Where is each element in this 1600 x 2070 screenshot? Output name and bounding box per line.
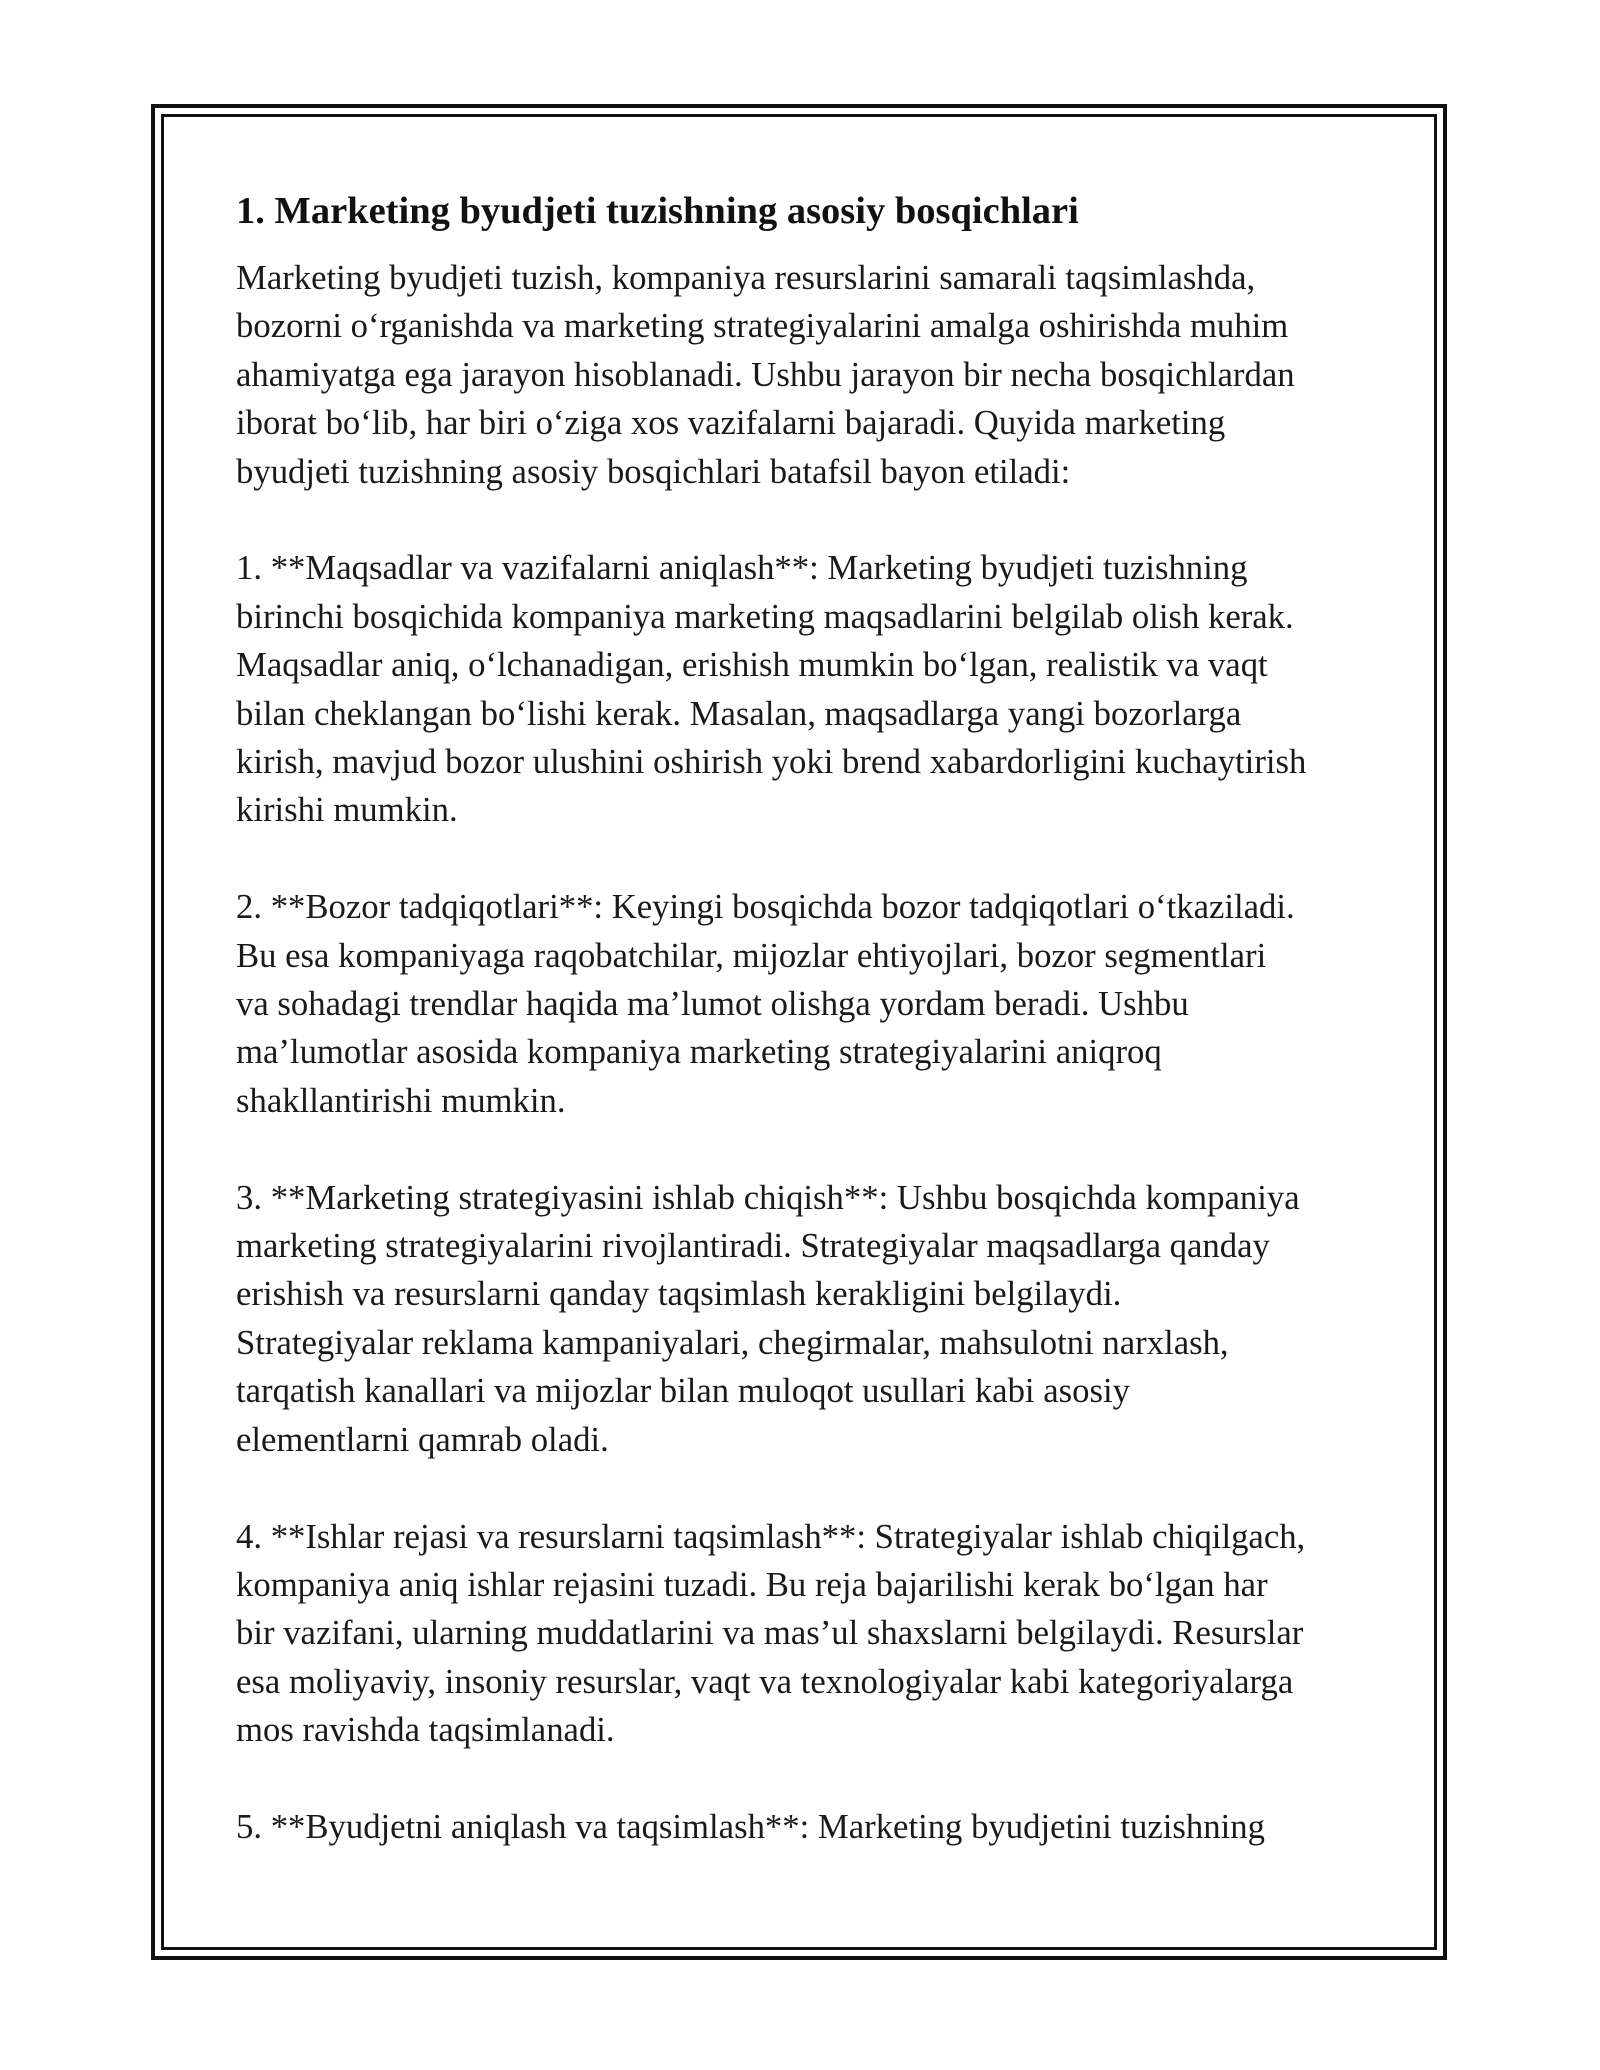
step-2-paragraph: 2. **Bozor tadqiqotlari**: Keyingi bosqichda bozor tadqiqotlari o‘tkaziladi. Bu esa kompaniyaga raqobatchilar, mijozlar ehtiyojlari, bozor segmentlari va sohadagi trendlar haqida ma’lumot olishga yordam beradi. Ushbu ma’lumotlar asosida kompaniya marketing strategiyalarini aniqroq shakllantirishi mumkin. [236, 887, 1295, 1120]
section-heading: 1. Marketing byudjeti tuzishning asosiy bosqichlari [236, 190, 1079, 232]
step-3-paragraph: 3. **Marketing strategiyasini ishlab chiqish**: Ushbu bosqichda kompaniya marketing strategiyalarini rivojlantiradi. Strategiyalar maqsadlarga qanday erishish va resurslarni qanday taqsimlash kerakligini belgilaydi. Strategiyalar reklama kampaniyalari, chegirmalar, mahsulotni narxlash, tarqatish kanallari va mijozlar bilan muloqot usullari kabi asosiy elementlarni qamrab oladi. [236, 1177, 1300, 1459]
step-5-paragraph: 5. **Byudjetni aniqlash va taqsimlash**: Marketing byudjetini tuzishning [236, 1806, 1265, 1846]
document-body [236, 186, 1386, 1900]
step-4-paragraph: 4. **Ishlar rejasi va resurslarni taqsimlash**: Strategiyalar ishlab chiqilgach, kompaniya aniq ishlar rejasini tuzadi. Bu reja bajarilishi kerak bo‘lgan har bir vazifani, ularning muddatlarini va mas’ul shaxslarni belgilaydi. Resurslar esa moliyaviy, insoniy resurslar, vaqt va texnologiyalar kabi kategoriyalarga mos ravishda taqsimlanadi. [236, 1516, 1306, 1750]
intro-paragraph: Marketing byudjeti tuzish, kompaniya resurslarini samarali taqsimlashda, bozorni o‘rganishda va marketing strategiyalarini amalga oshirishda muhim ahamiyatga ega jarayon hisoblanadi. Ushbu jarayon bir necha bosqichlardan iborat bo‘lib, har biri o‘ziga xos vazifalarni bajaradi. Quyida marketing byudjeti tuzishning asosiy bosqichlari batafsil bayon etiladi: [236, 258, 1295, 491]
step-1-paragraph: 1. **Maqsadlar va vazifalarni aniqlash**: Marketing byudjeti tuzishning birinchi bosqichida kompaniya marketing maqsadlarini belgilab olish kerak. Maqsadlar aniq, o‘lchanadigan, erishish mumkin bo‘lgan, realistik va vaqt bilan cheklangan bo‘lishi kerak. Masalan, maqsadlarga yangi bozorlarga kirish, mavjud bozor ulushini oshirish yoki brend xabardorligini kuchaytirish kirishi mumkin. [236, 548, 1307, 830]
